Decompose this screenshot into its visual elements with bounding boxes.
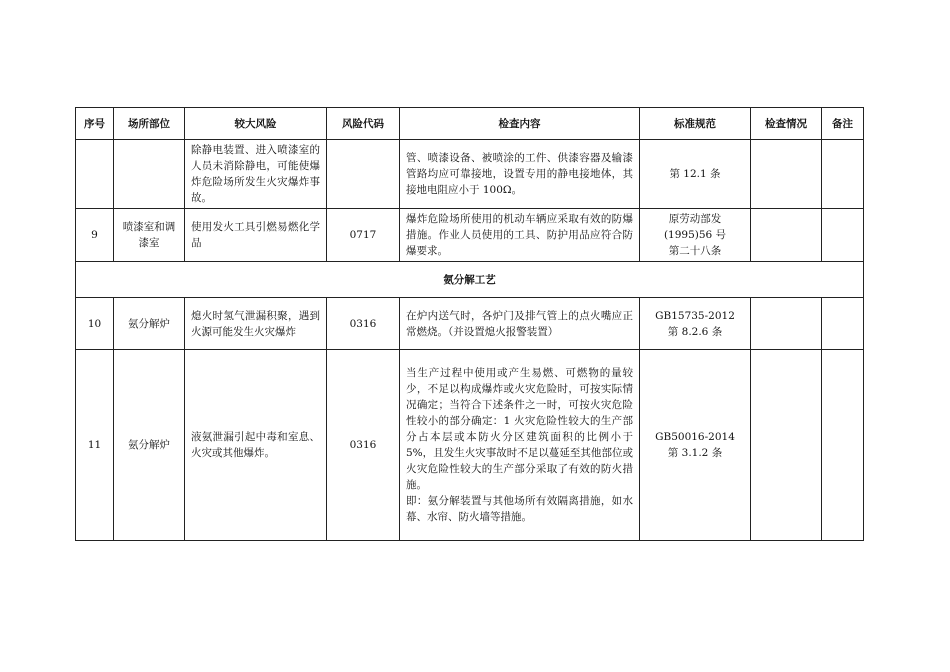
table-row — [76, 140, 864, 209]
header-no: 序号 — [76, 108, 114, 140]
row-remark — [822, 209, 864, 262]
header-standard: 标准规范 — [640, 108, 751, 140]
content-paragraph: 当生产过程中使用或产生易燃、可燃物的量较少，不足以构成爆炸或火灾危险时，可按实际情况确定；当符合下述条件之一时，可按火灾危险性较小的部分确定：1 火灾危险性较大的生产部分占本层或本防火分区建筑面积的比例小于 5%，且发生火灾事故时不足以蔓延至其他部位或火灾危险性较大的生产部分采取了有效的防火措施。 — [406, 367, 633, 491]
row-remark — [822, 140, 864, 209]
row-result — [751, 350, 822, 541]
row-location — [114, 140, 185, 209]
content-paragraph: 即：氨分解装置与其他场所有效隔离措施，如水幕、水帘、防火墙等措施。 — [406, 495, 633, 523]
table-row — [76, 298, 864, 350]
row-content: 管、喷漆设备、被喷涂的工件、供漆容器及输漆管路均应可靠接地，设置专用的静电接地体，其接地电阻应小于 100Ω。 — [400, 140, 640, 209]
row-location: 氨分解炉 — [114, 298, 185, 350]
row-risk: 使用发火工具引燃易燃化学品 — [185, 209, 327, 262]
standard-line: 第二十八条 — [668, 245, 722, 257]
standard-line: 第 8.2.6 条 — [667, 325, 723, 338]
row-risk: 除静电装置、进入喷漆室的人员未消除静电，可能使爆炸危险场所发生火灾爆炸事故。 — [185, 140, 327, 209]
row-no — [76, 140, 114, 209]
standard-line: GB15735-2012 — [655, 309, 735, 322]
section-title: 氨分解工艺 — [76, 262, 864, 298]
standard-line: 第 3.1.2 条 — [667, 447, 723, 459]
row-standard — [640, 350, 751, 541]
table-row — [76, 350, 864, 541]
header-row — [76, 108, 864, 140]
standard-line: 原劳动部发 — [668, 213, 722, 225]
row-result — [751, 209, 822, 262]
row-remark — [822, 298, 864, 350]
section-row — [76, 262, 864, 298]
header-remark: 备注 — [822, 108, 864, 140]
row-location: 氨分解炉 — [114, 350, 185, 541]
row-code: 0717 — [327, 209, 400, 262]
row-content: 爆炸危险场所使用的机动车辆应采取有效的防爆措施。作业人员使用的工具、防护用品应符合防爆要求。 — [400, 209, 640, 262]
row-remark — [822, 350, 864, 541]
header-location: 场所部位 — [114, 108, 185, 140]
row-standard — [640, 140, 751, 209]
row-content: 在炉内送气时，各炉门及排气管上的点火嘴应正常燃烧。（并设置熄火报警装置） — [400, 298, 640, 350]
row-content — [400, 350, 640, 541]
row-no: 10 — [76, 298, 114, 350]
row-risk: 熄火时氢气泄漏积聚，遇到火源可能发生火灾爆炸 — [185, 298, 327, 350]
standard-line: (1995)56 号 — [663, 229, 727, 241]
row-no: 11 — [76, 350, 114, 541]
header-risk: 较大风险 — [185, 108, 327, 140]
row-standard — [640, 209, 751, 262]
row-code: 0316 — [327, 298, 400, 350]
row-code — [327, 140, 400, 209]
standard-line: 第 12.1 条 — [669, 168, 721, 180]
row-result — [751, 140, 822, 209]
table-row — [76, 209, 864, 262]
header-content: 检查内容 — [400, 108, 640, 140]
row-no: 9 — [76, 209, 114, 262]
standard-line: GB50016-2014 — [655, 431, 735, 443]
row-risk: 液氨泄漏引起中毒和室息、火灾或其他爆炸。 — [185, 350, 327, 541]
risk-check-table — [75, 107, 864, 541]
row-location: 喷漆室和调漆室 — [114, 209, 185, 262]
row-code: 0316 — [327, 350, 400, 541]
header-code: 风险代码 — [327, 108, 400, 140]
header-result: 检查情况 — [751, 108, 822, 140]
row-result — [751, 298, 822, 350]
row-standard — [640, 298, 751, 350]
